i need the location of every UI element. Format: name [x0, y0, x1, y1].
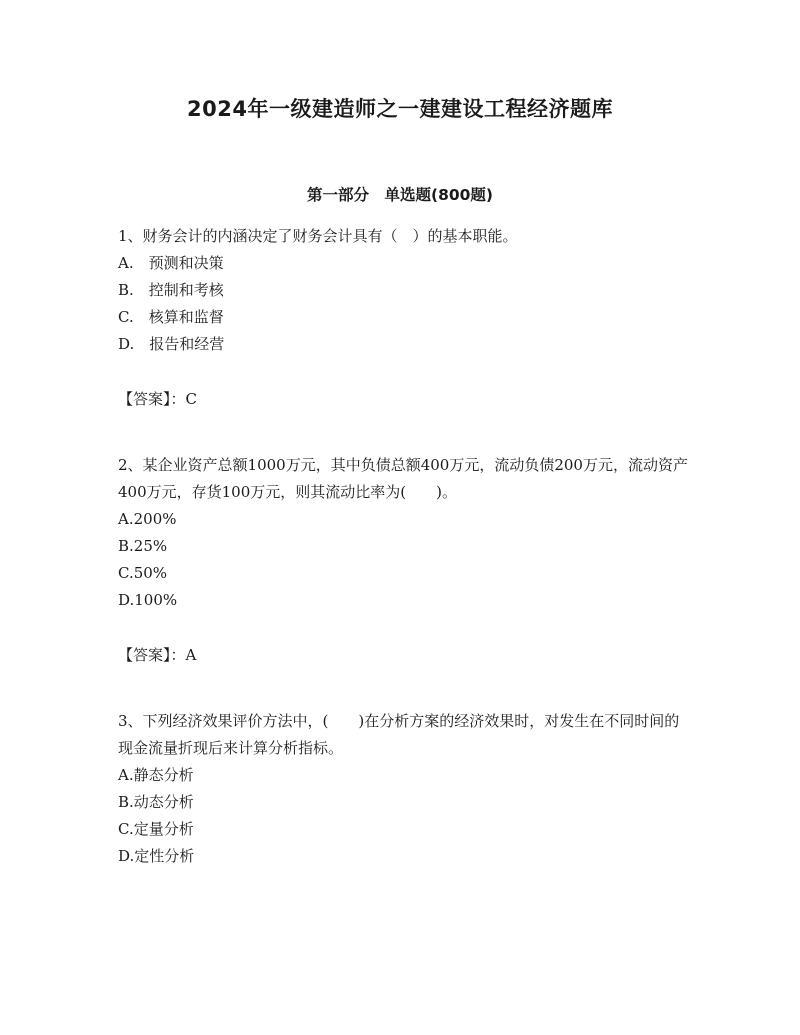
- answer-line: [118, 386, 693, 413]
- answer-value: C: [185, 390, 197, 408]
- question-stem: 2、某企业资产总额1000万元，其中负债总额400万元，流动负债200万元，流动资产400万元，存货100万元，则其流动比率为( )。: [118, 456, 688, 501]
- question-item: [118, 708, 693, 870]
- option-b: B.25%: [118, 537, 168, 555]
- option-d: D. 报告和经营: [118, 335, 225, 353]
- question-list: [118, 223, 693, 870]
- option-a: A. 预测和决策: [118, 254, 224, 272]
- option-d: D.定性分析: [118, 847, 195, 865]
- option-c: C. 核算和监督: [118, 308, 224, 326]
- option-b: B. 控制和考核: [118, 281, 224, 299]
- answer-line: [118, 642, 693, 669]
- section-heading: 第一部分 单选题(800题): [306, 186, 494, 204]
- question-item: [118, 223, 693, 413]
- document-title: 2024年一级建造师之一建建设工程经济题库: [187, 97, 613, 121]
- option-a: A.200%: [118, 510, 177, 528]
- option-a: A.静态分析: [118, 766, 194, 784]
- answer-label: 【答案】：: [118, 390, 186, 408]
- question-item: [118, 452, 693, 669]
- question-stem: 1、财务会计的内涵决定了财务会计具有（ ）的基本职能。: [118, 227, 518, 245]
- option-b: B.动态分析: [118, 793, 194, 811]
- option-d: D.100%: [118, 591, 178, 609]
- option-c: C.50%: [118, 564, 168, 582]
- answer-label: 【答案】：: [118, 646, 186, 664]
- question-stem: 3、下列经济效果评价方法中，( )在分析方案的经济效果时，对发生在不同时间的现金流量折现后来计算分析指标。: [118, 712, 680, 757]
- option-c: C.定量分析: [118, 820, 194, 838]
- answer-value: A: [185, 646, 197, 664]
